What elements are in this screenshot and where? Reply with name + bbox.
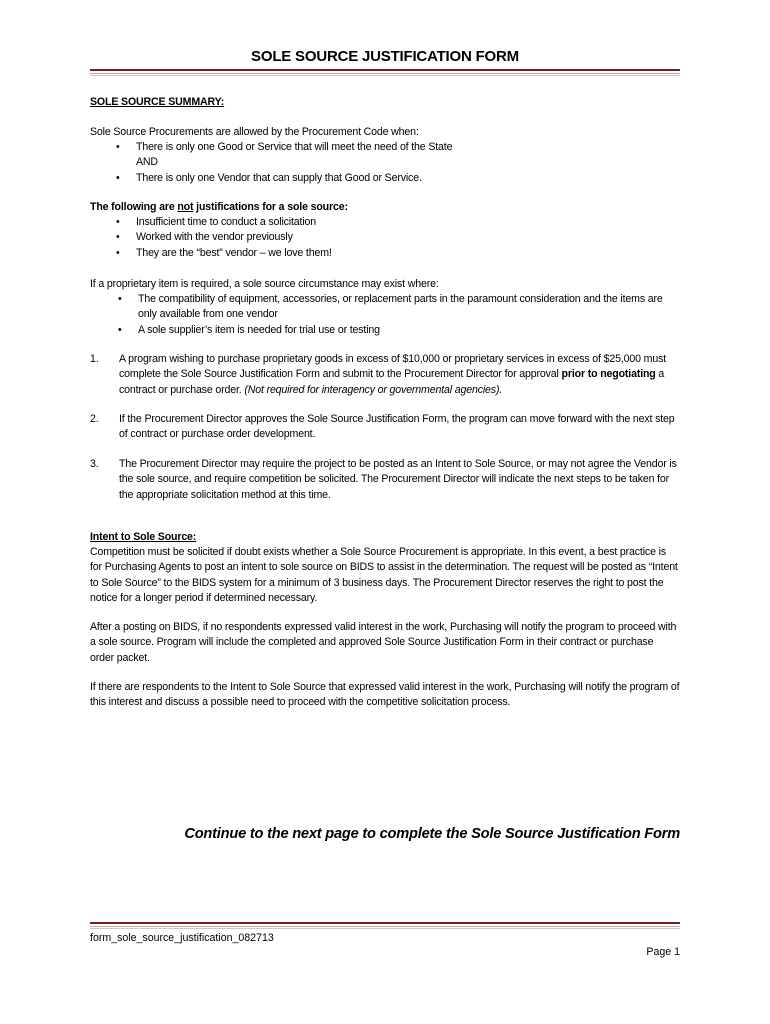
footer-divider bbox=[90, 922, 680, 929]
step-2: 2. If the Procurement Director approves the Sole Source Justification Form, the program can move forward with the next step of contract or purchase order development. bbox=[90, 413, 675, 441]
page-title: SOLE SOURCE JUSTIFICATION FORM bbox=[251, 48, 519, 65]
intent-paragraph-1: Competition must be solicited if doubt exists whether a Sole Source Procurement is appropriate. In this event, a best practice is for Purchasing Agents to post an intent to sole source on BIDS to assist in the determination. The request will be posted as “Intent to Sole Source” to the BIDS system for a minimum of 3 business days. The Procurement Director reserves the right to post the notice for a longer period if determined necessary. bbox=[90, 546, 678, 604]
proprietary-intro: If a proprietary item is required, a sole source circumstance may exist where: bbox=[90, 278, 439, 290]
title-divider bbox=[90, 69, 680, 76]
list-item: • There is only one Vendor that can supply that Good or Service. bbox=[116, 171, 422, 184]
step-1: 1. A program wishing to purchase proprietary goods in excess of $10,000 or proprietary services in excess of $25,000 must complete the Sole Source Justification Form and submit to the Procurement Director for approval prior to negotiating a contract or purchase order. (Not required for interagency or governmental agencies). bbox=[90, 353, 667, 396]
list-item: • There is only one Good or Service that will meet the need of the State bbox=[116, 141, 453, 153]
intent-heading: Intent to Sole Source: bbox=[90, 531, 197, 543]
intent-paragraph-2: After a posting on BIDS, if no respondents expressed valid interest in the work, Purchasing will notify the program to proceed with a sole source. Program will include the completed and approved Sole Source Justification Form in their contract or purchase order packet. bbox=[90, 621, 677, 664]
continue-note: Continue to the next page to complete the Sole Source Justification Form bbox=[184, 826, 680, 842]
list-item bbox=[136, 155, 676, 170]
list-item: • Insufficient time to conduct a solicitation bbox=[116, 216, 317, 228]
conditions-list bbox=[116, 140, 676, 186]
not-justifications-heading: The following are not justifications for a sole source: bbox=[90, 201, 348, 213]
list-item: • Worked with the vendor previously bbox=[116, 231, 293, 244]
step-3: 3. The Procurement Director may require the project to be posted as an Intent to Sole Source, or may not agree the Vendor is the sole source, and require competition be solicited. The Procurement Director will indicate the next steps to be taken for the appropriate solicitation method at this time. bbox=[90, 458, 677, 501]
not-justifications-list bbox=[116, 215, 676, 261]
and-label: AND bbox=[136, 156, 158, 169]
list-item: • The compatibility of equipment, accessories, or replacement parts in the paramount consideration and the items are only available from one vendor bbox=[118, 293, 663, 321]
summary-heading: SOLE SOURCE SUMMARY: bbox=[90, 96, 225, 108]
intent-paragraph-3: If there are respondents to the Intent to Sole Source that expressed valid interest in the work, Purchasing will notify the program of this interest and discuss a possible need to proceed with the competitive solicitation process. bbox=[90, 681, 680, 709]
form-id: form_sole_source_justification_082713 bbox=[90, 932, 274, 944]
page-number: Page 1 bbox=[646, 946, 680, 958]
list-item: • They are the “best” vendor – we love them! bbox=[116, 246, 332, 259]
proprietary-list bbox=[118, 292, 680, 338]
list-item: • A sole supplier’s item is needed for trial use or testing bbox=[118, 323, 380, 336]
summary-intro: Sole Source Procurements are allowed by the Procurement Code when: bbox=[90, 126, 419, 138]
